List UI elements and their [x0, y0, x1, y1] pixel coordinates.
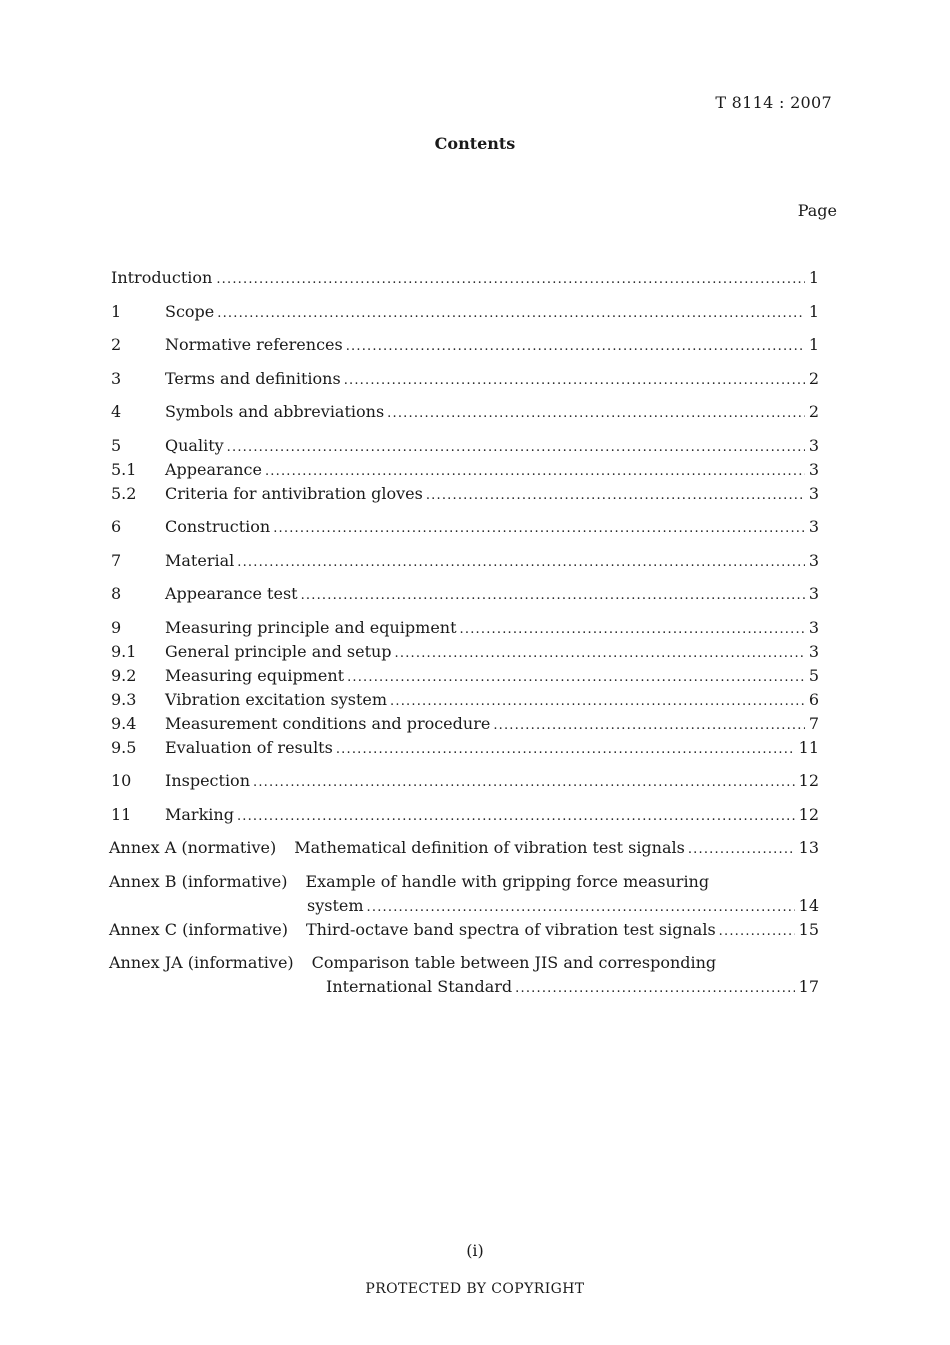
toc-entry[interactable] [111, 712, 819, 736]
toc-entry[interactable] [111, 434, 819, 458]
leader-dots [395, 642, 805, 666]
toc-page: 3 [808, 517, 819, 536]
toc-number: 5.2 [111, 483, 137, 503]
toc-number: 6 [111, 517, 122, 536]
toc-number: 2 [111, 335, 122, 354]
toc-annex-b[interactable] [109, 870, 819, 894]
toc-entry[interactable] [111, 664, 819, 688]
leader-dots [265, 460, 805, 484]
leader-dots [515, 977, 794, 1001]
toc-number: 9 [111, 617, 122, 637]
document-id: T 8114 : 2007 [715, 93, 832, 112]
leader-dots [493, 714, 805, 738]
toc-page: 3 [808, 483, 819, 503]
annex-heading: Annex JA (informative) [109, 953, 294, 972]
toc-number: 10 [111, 771, 132, 790]
toc-annex-b-continued[interactable] [111, 894, 819, 918]
leader-dots [367, 896, 795, 920]
annex-heading: Annex B (informative) [109, 871, 288, 891]
toc-label: Normative references [165, 335, 343, 354]
leader-dots [253, 771, 795, 795]
toc-entry[interactable] [111, 333, 819, 357]
toc-page: 2 [808, 368, 819, 388]
toc-page: 3 [808, 435, 819, 455]
leader-dots [216, 268, 804, 292]
toc-label: Symbols and abbreviations [165, 402, 385, 421]
toc-page: 1 [808, 268, 819, 287]
leader-dots [387, 402, 805, 426]
annex-heading: Annex A (normative) [109, 838, 277, 857]
toc-label: Appearance [165, 459, 262, 479]
toc-label: Criteria for antivibration gloves [165, 483, 423, 503]
footer-page-number: (i) [466, 1241, 484, 1260]
leader-dots [346, 335, 805, 359]
toc-label: Scope [165, 301, 215, 321]
toc-label: Measurement conditions and procedure [165, 713, 491, 733]
toc-page: 3 [808, 617, 819, 637]
toc-entry[interactable] [111, 582, 819, 606]
toc-entry[interactable] [111, 688, 819, 712]
toc-label: Quality [165, 435, 224, 455]
toc-page: 7 [808, 713, 819, 733]
toc-label: Appearance test [165, 584, 298, 603]
toc-label: General principle and setup [165, 641, 392, 661]
toc-number: 8 [111, 584, 122, 603]
toc-number: 11 [111, 804, 132, 824]
toc-number: 9.5 [111, 737, 137, 757]
toc-annex-ja-continued[interactable] [111, 975, 819, 999]
toc-number: 1 [111, 301, 122, 321]
toc-label: Construction [165, 517, 271, 536]
leader-dots [688, 838, 795, 862]
leader-dots [426, 484, 805, 508]
toc-number: 5.1 [111, 459, 137, 479]
leader-dots [719, 920, 795, 944]
toc-page: 3 [808, 641, 819, 661]
toc-entry[interactable] [111, 300, 819, 324]
toc-number: 9.3 [111, 689, 137, 709]
toc-number: 9.4 [111, 713, 137, 733]
toc-entry[interactable] [111, 549, 819, 573]
annex-title: Mathematical definition of vibration test signals [294, 838, 685, 857]
annex-heading: Annex C (informative) [109, 919, 288, 939]
leader-dots [273, 517, 805, 541]
leader-dots [301, 584, 805, 608]
toc-page: 11 [798, 737, 819, 757]
toc-entry[interactable] [111, 458, 819, 482]
toc-page: 15 [798, 919, 819, 939]
toc-page: 14 [798, 895, 819, 915]
page-title: Contents [434, 134, 516, 153]
toc-page: 6 [808, 689, 819, 709]
toc-entry[interactable] [111, 616, 819, 640]
toc-entry[interactable] [111, 803, 819, 827]
toc-label: Vibration excitation system [165, 689, 388, 709]
toc-label: Measuring principle and equipment [165, 617, 457, 637]
toc-entry[interactable] [111, 515, 819, 539]
leader-dots [237, 805, 795, 829]
toc-annex-ja[interactable] [109, 951, 819, 975]
leader-dots [390, 690, 805, 714]
leader-dots [237, 551, 805, 575]
toc-page: 3 [808, 459, 819, 479]
toc-number: 9.1 [111, 641, 137, 661]
annex-title: Example of handle with gripping force measuring [305, 871, 710, 891]
toc-number: 7 [111, 550, 122, 570]
toc-number: 5 [111, 435, 122, 455]
toc-label: Marking [165, 804, 234, 824]
copyright-notice: PROTECTED BY COPYRIGHT [365, 1281, 585, 1297]
toc-number: 3 [111, 368, 122, 388]
annex-title: Third-octave band spectra of vibration test signals [305, 919, 716, 939]
toc-page: 3 [808, 584, 819, 603]
toc-entry[interactable] [111, 640, 819, 664]
toc-entry[interactable] [111, 769, 819, 793]
toc-entry[interactable] [111, 736, 819, 760]
toc-label: Terms and definitions [165, 368, 341, 388]
toc-label: Introduction [111, 268, 213, 287]
toc-entry[interactable] [111, 367, 819, 391]
toc-page: 17 [798, 977, 819, 996]
toc-page: 1 [808, 301, 819, 321]
toc-page: 2 [808, 402, 819, 421]
toc-entry[interactable] [111, 482, 819, 506]
toc-label: Evaluation of results [165, 737, 333, 757]
leader-dots [217, 302, 805, 326]
toc-entry[interactable] [111, 400, 819, 424]
toc-page: 12 [798, 804, 819, 824]
toc-page: 1 [808, 335, 819, 354]
toc-annex-c[interactable] [109, 918, 819, 942]
toc-entry-introduction[interactable] [111, 266, 819, 290]
toc-page: 3 [808, 550, 819, 570]
toc-label: Inspection [165, 771, 250, 790]
toc-page: 12 [798, 771, 819, 790]
leader-dots [344, 369, 805, 393]
leader-dots [336, 738, 795, 762]
annex-title-continued: International Standard [326, 977, 513, 996]
toc-page: 13 [798, 838, 819, 857]
page-column-label: Page [797, 201, 837, 220]
leader-dots [460, 618, 805, 642]
leader-dots [347, 666, 805, 690]
toc-number: 4 [111, 402, 122, 421]
leader-dots [227, 436, 805, 460]
annex-title-continued: system [307, 895, 364, 915]
toc-label: Measuring equipment [165, 665, 345, 685]
toc-annex-a[interactable] [109, 836, 819, 860]
table-of-contents [111, 266, 819, 999]
toc-label: Material [165, 550, 235, 570]
toc-page: 5 [808, 665, 819, 685]
toc-number: 9.2 [111, 665, 137, 685]
annex-title: Comparison table between JIS and corresponding [311, 953, 717, 972]
